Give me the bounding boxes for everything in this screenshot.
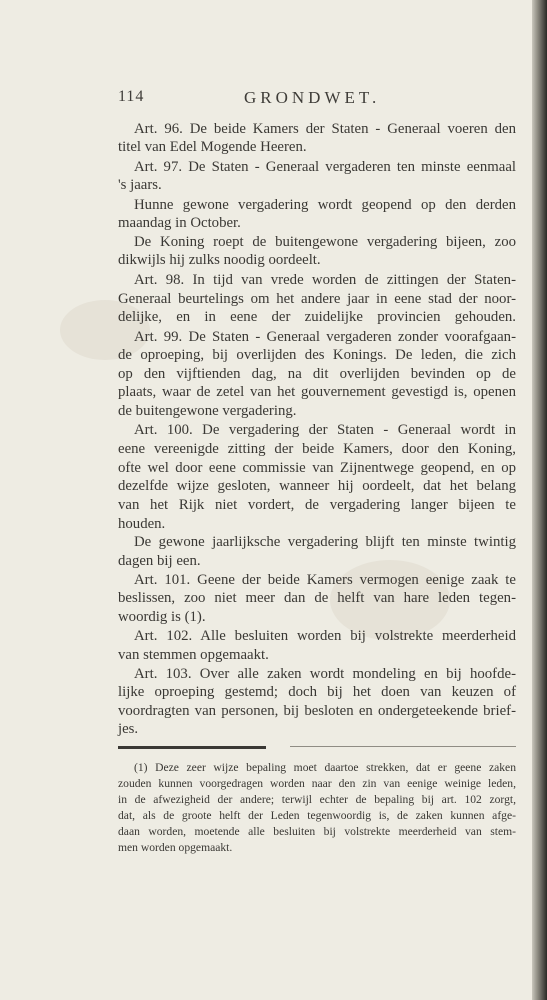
page-edge bbox=[532, 0, 547, 1000]
text-line: Generaal beurtelings om het andere jaar in eene stad der noor- bbox=[118, 291, 516, 307]
text-line: beslissen, zoo niet meer dan de helft van hare leden tegen- bbox=[118, 590, 516, 606]
text-line: op den vijftienden dag, na dit overlijden bevinden op de bbox=[118, 366, 516, 382]
text-line: Art. 96. De beide Kamers der Staten - Generaal voeren den bbox=[134, 121, 516, 137]
page-number: 114 bbox=[118, 88, 145, 105]
text-line: 's jaars. bbox=[118, 177, 162, 193]
text-line: delijke, en in eene der zuidelijke provincien gehouden. bbox=[118, 309, 516, 325]
footnote-line: in de afwezigheid der andere; terwijl echter de bepaling bij art. 102 zorgt, bbox=[118, 793, 516, 806]
footnote-line: zouden kunnen voorgedragen worden naar den zin van eenige weinige leden, bbox=[118, 777, 516, 790]
text-line: Art. 100. De vergadering der Staten - Generaal wordt in bbox=[134, 422, 516, 438]
text-line: dezelfde wijze gesloten, wanneer hij oordeelt, dat het belang bbox=[118, 478, 516, 494]
text-line: dikwijls hij zulks noodig oordeelt. bbox=[118, 252, 321, 268]
text-line: de oproeping, bij overlijden des Konings. De leden, die zich bbox=[118, 347, 516, 363]
text-line: eene vereenigde zitting der beide Kamers, door den Koning, bbox=[118, 441, 516, 457]
text-line: De gewone jaarlijksche vergadering blijft ten minste twintig bbox=[134, 534, 516, 550]
text-line: De Koning roept de buitengewone vergadering bijeen, zoo bbox=[134, 234, 516, 250]
text-line: lijke oproeping gestemd; doch bij het doen van keuzen of bbox=[118, 684, 516, 700]
text-line: Art. 98. In tijd van vrede worden de zittingen der Staten- bbox=[134, 272, 516, 288]
text-line: Art. 101. Geene der beide Kamers vermogen eenige zaak te bbox=[134, 572, 516, 588]
text-line: Art. 103. Over alle zaken wordt mondeling en bij hoofde- bbox=[134, 666, 516, 682]
text-line: plaats, waar de zetel van het gouvernement gevestigd is, openen bbox=[118, 384, 516, 400]
footnote-rule bbox=[118, 746, 266, 749]
text-line: maandag in October. bbox=[118, 215, 241, 231]
text-line: jes. bbox=[118, 721, 139, 737]
footnote-line: daan worden, moetende alle besluiten bij volstrekte meerderheid van stem- bbox=[118, 825, 516, 838]
text-line: ofte wel door eene commissie van Zijnentwege geopend, en op bbox=[118, 460, 516, 476]
text-line: Art. 97. De Staten - Generaal vergaderen ten minste eenmaal bbox=[134, 159, 516, 175]
text-line: Art. 102. Alle besluiten worden bij volstrekte meerderheid bbox=[134, 628, 516, 644]
text-line: de buitengewone vergadering. bbox=[118, 403, 297, 419]
text-line: Hunne gewone vergadering wordt geopend op den derden bbox=[134, 197, 516, 213]
text-line: woordig is (1). bbox=[118, 609, 206, 625]
text-line: titel van Edel Mogende Heeren. bbox=[118, 139, 307, 155]
text-line: van het Rijk niet vordert, de vergadering langer bijeen te bbox=[118, 497, 516, 513]
text-line: voordragten van personen, bij besloten en ondergeteekende brief- bbox=[118, 703, 516, 719]
footnote-rule-thin bbox=[290, 746, 516, 747]
footnote-line: (1) Deze zeer wijze bepaling moet daartoe strekken, dat er geene zaken bbox=[134, 761, 516, 774]
running-head bbox=[118, 88, 538, 112]
text-line: dagen bij een. bbox=[118, 553, 201, 569]
footnote-line: men worden opgemaakt. bbox=[118, 841, 233, 854]
text-line: van stemmen opgemaakt. bbox=[118, 647, 269, 663]
text-line: Art. 99. De Staten - Generaal vergaderen zonder voorafgaan- bbox=[134, 329, 516, 345]
footnote-line: dat, als de groote helft der Leden tegenwoordig is, de zaken kunnen afge- bbox=[118, 809, 516, 822]
page-title: GRONDWET. bbox=[244, 88, 381, 107]
text-line: houden. bbox=[118, 516, 166, 532]
